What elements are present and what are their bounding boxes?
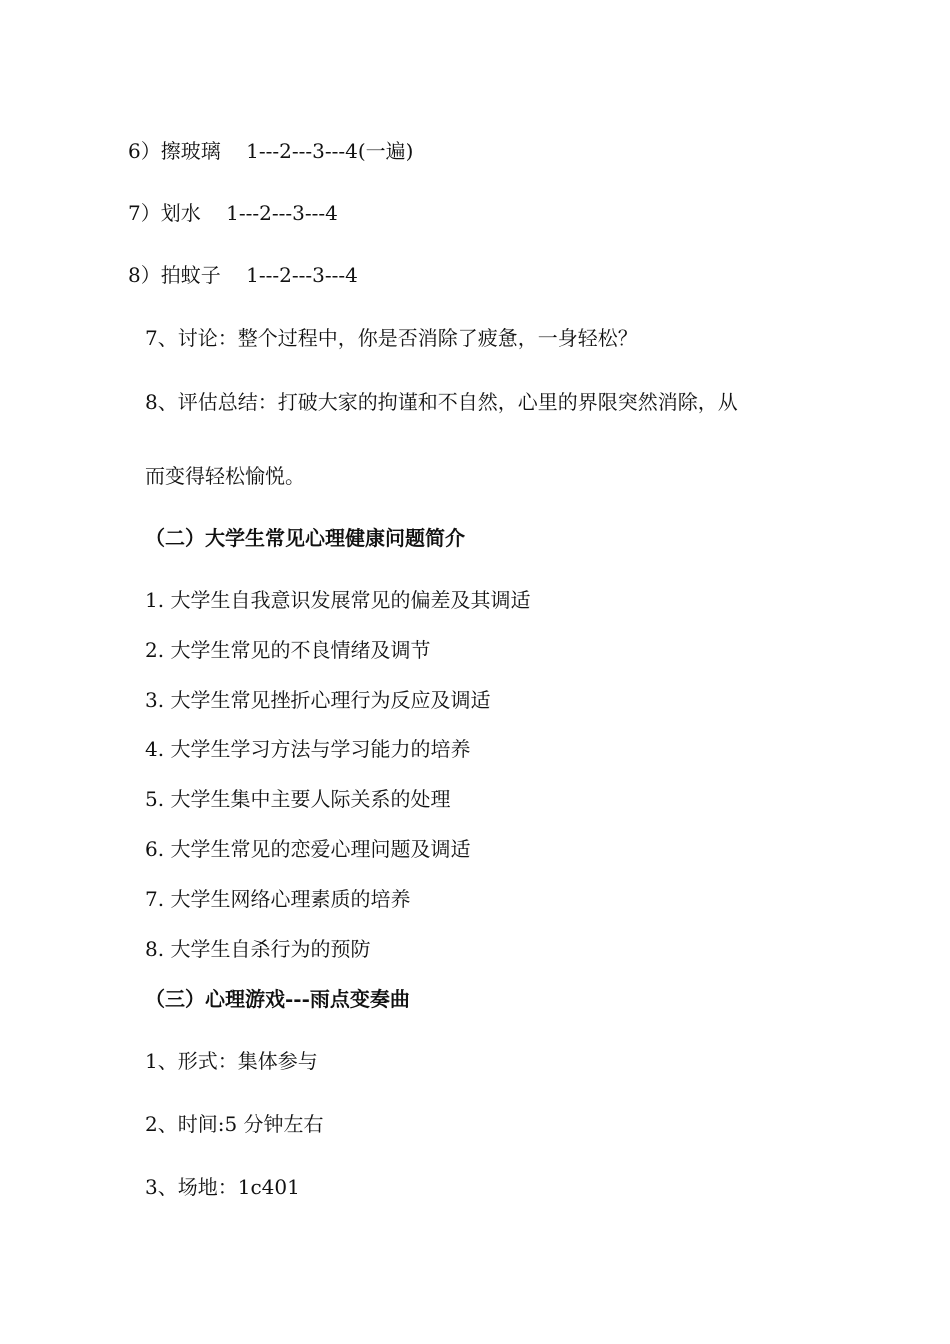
- list-item: 1、形式：集体参与: [145, 1049, 318, 1073]
- summary-paragraph-line1: 8、评估总结：打破大家的拘谨和不自然，心里的界限突然消除，从: [145, 390, 738, 414]
- list-item: 3、场地：1c401: [145, 1175, 300, 1199]
- step-list-item: 7）划水 1---2---3---4: [128, 201, 338, 225]
- list-item: 8. 大学生自杀行为的预防: [145, 937, 371, 961]
- list-item: 2. 大学生常见的不良情绪及调节: [145, 638, 431, 662]
- list-item: 1. 大学生自我意识发展常见的偏差及其调适: [145, 588, 531, 612]
- summary-paragraph-line2: 而变得轻松愉悦。: [145, 464, 305, 488]
- list-item: 5. 大学生集中主要人际关系的处理: [145, 787, 451, 811]
- discussion-paragraph: 7、讨论：整个过程中，你是否消除了疲惫，一身轻松？: [145, 326, 638, 350]
- section-heading: （二）大学生常见心理健康问题简介: [145, 526, 465, 550]
- step-list-item: 8）拍蚊子 1---2---3---4: [128, 263, 358, 287]
- list-item: 2、时间:5 分钟左右: [145, 1112, 324, 1136]
- section-heading: （三）心理游戏---雨点变奏曲: [145, 987, 410, 1011]
- list-item: 6. 大学生常见的恋爱心理问题及调适: [145, 837, 471, 861]
- list-item: 7. 大学生网络心理素质的培养: [145, 887, 411, 911]
- list-item: 4. 大学生学习方法与学习能力的培养: [145, 737, 471, 761]
- list-item: 3. 大学生常见挫折心理行为反应及调适: [145, 688, 491, 712]
- step-list-item: 6）擦玻璃 1---2---3---4(一遍): [128, 139, 414, 163]
